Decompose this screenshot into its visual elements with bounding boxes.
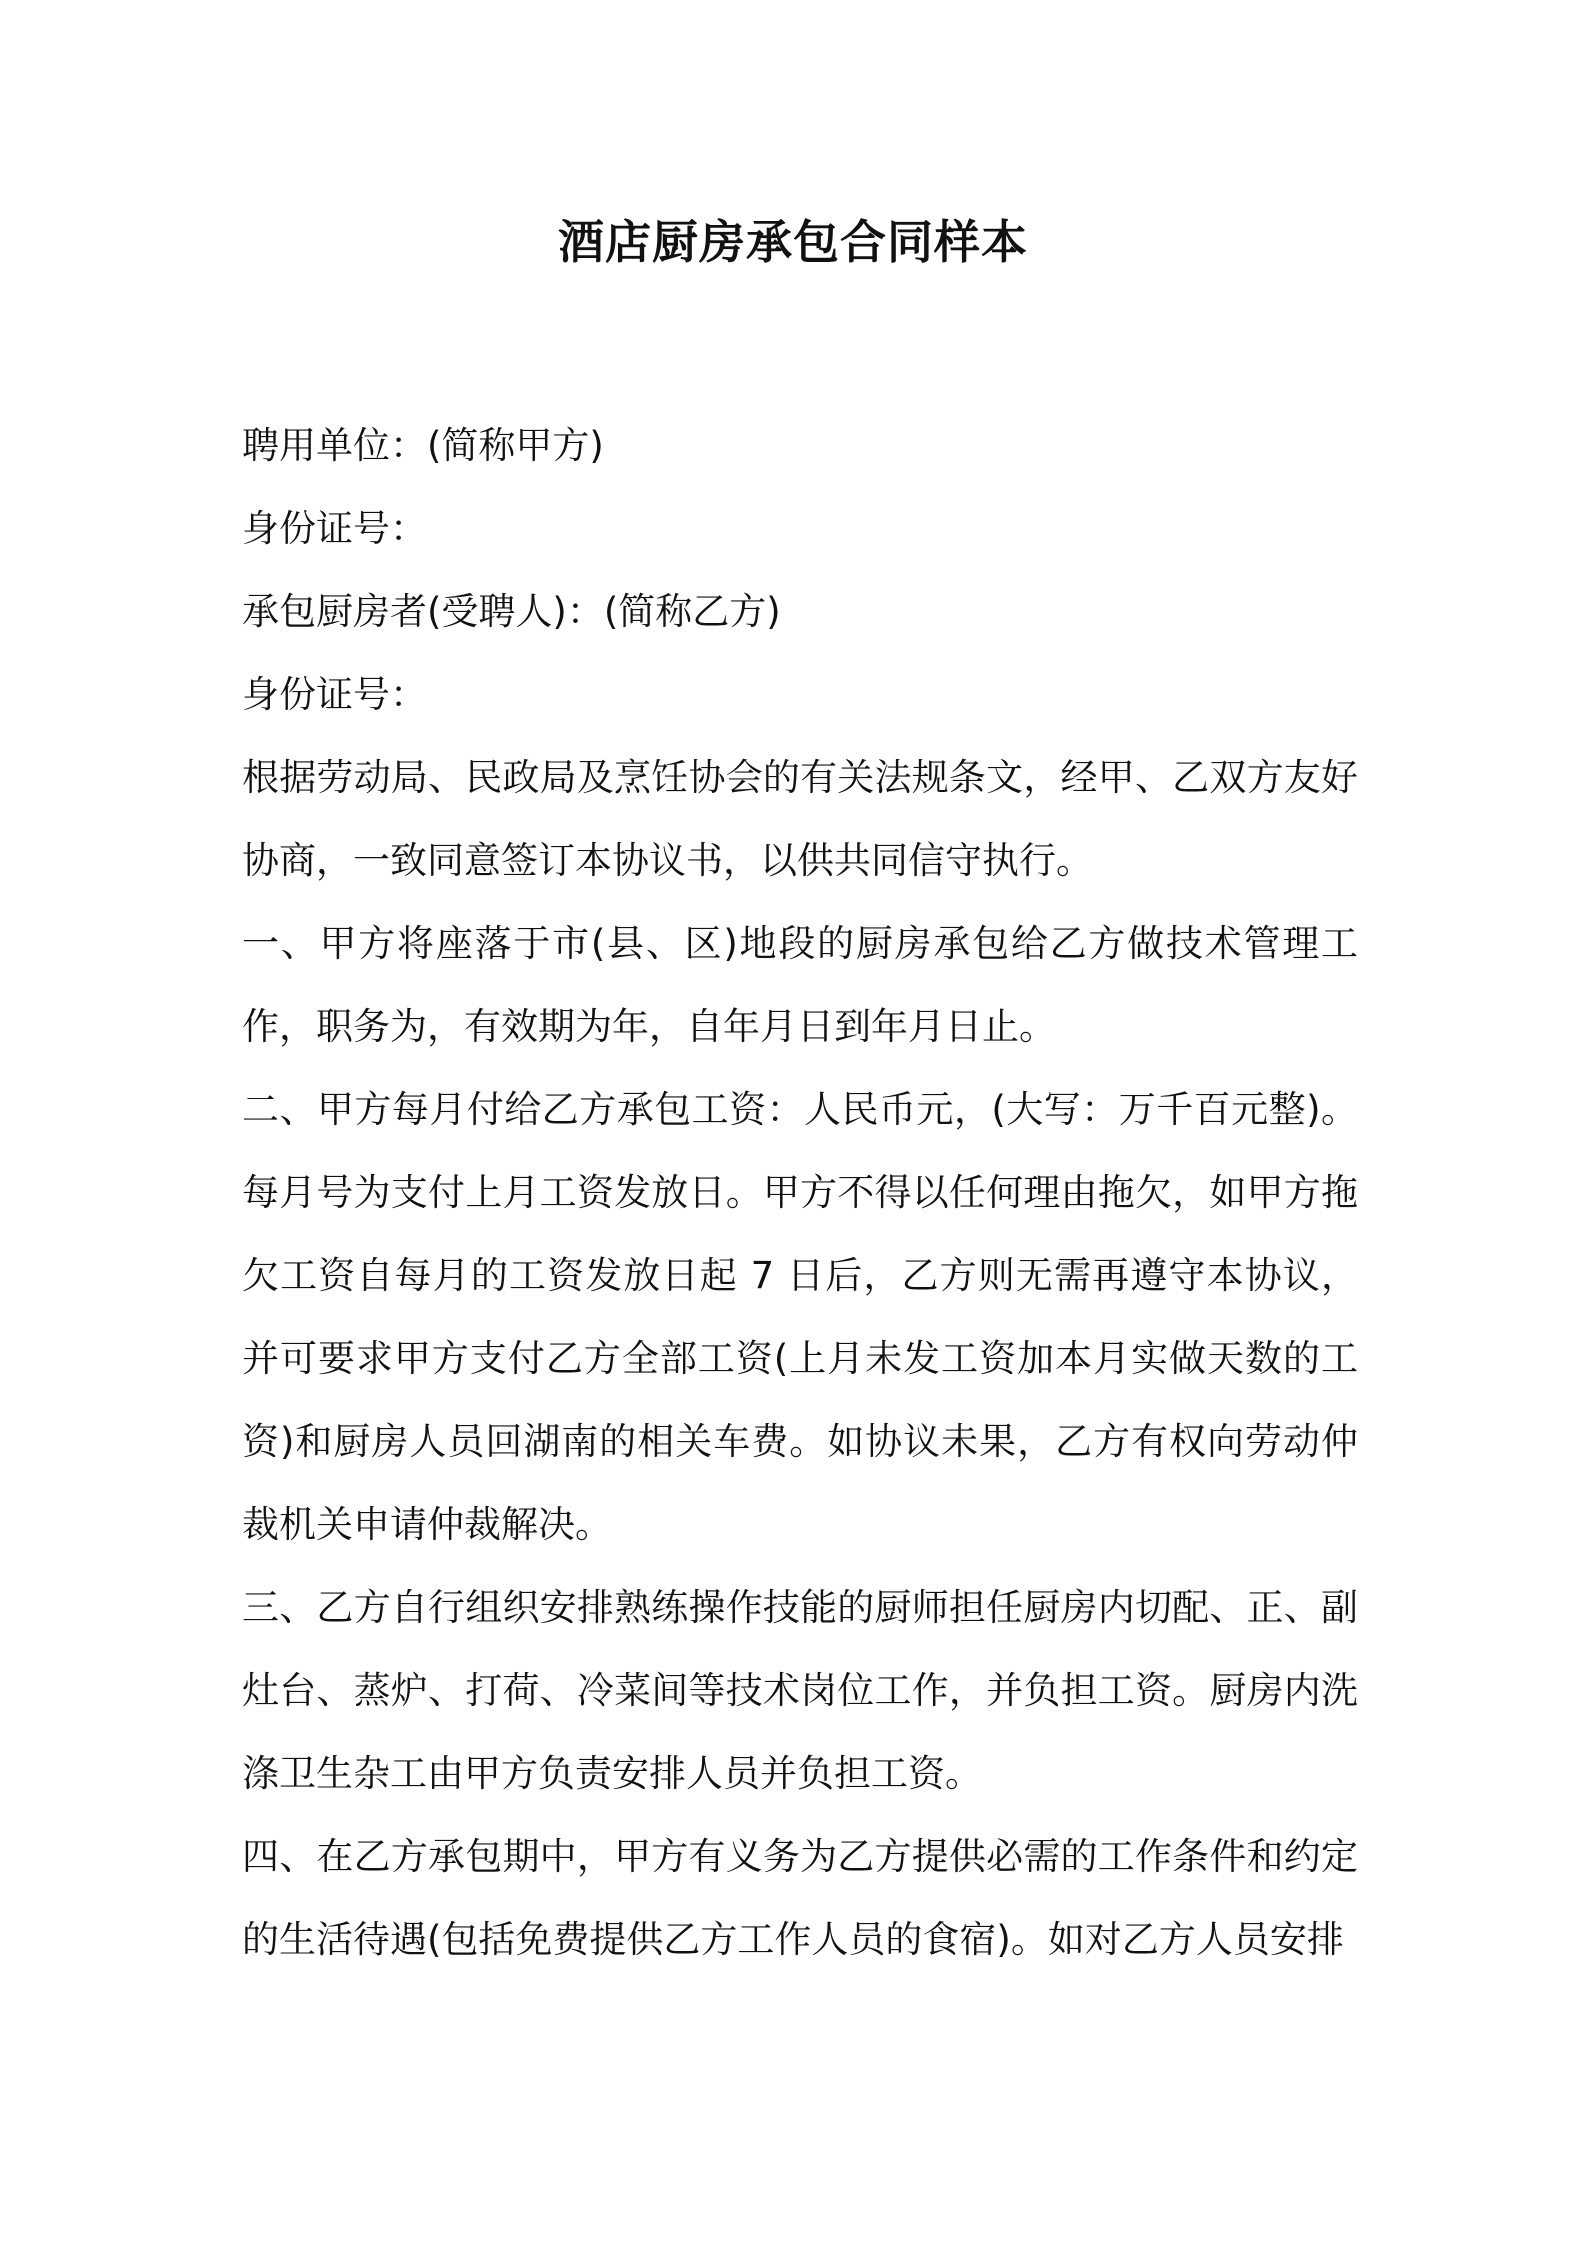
clause-4: 四、在乙方承包期中，甲方有义务为乙方提供必需的工作条件和约定的生活待遇(包括免费提供乙方工作人员的食宿)。如对乙方人员安排 bbox=[242, 1835, 1358, 1961]
clause-1: 一、甲方将座落于市(县、区)地段的厨房承包给乙方做技术管理工作，职务为，有效期为年，自年月日到年月日止。 bbox=[242, 922, 1358, 1048]
employer-line: 聘用单位：(简称甲方) bbox=[242, 424, 604, 467]
document-body bbox=[242, 404, 1358, 1981]
clause-2: 二、甲方每月付给乙方承包工资：人民币元，(大写：万千百元整)。每月号为支付上月工资发放日。甲方不得以任何理由拖欠，如甲方拖欠工资自每月的工资发放日起 7 日后，乙方则无需再遵守本协议，并可要求甲方支付乙方全部工资(上月未发工资加本月实做天数的工资)和厨房人员回湖南的相关车费。如协议未果，乙方有权向劳动仲裁机关申请仲裁解决。 bbox=[242, 1088, 1358, 1546]
employer-id-line: 身份证号： bbox=[242, 507, 427, 550]
preamble-paragraph: 根据劳动局、民政局及烹饪协会的有关法规条文，经甲、乙双方友好协商，一致同意签订本协议书，以供共同信守执行。 bbox=[242, 756, 1358, 882]
clause-3: 三、乙方自行组织安排熟练操作技能的厨师担任厨房内切配、正、副灶台、蒸炉、打荷、冷菜间等技术岗位工作，并负担工资。厨房内洗涤卫生杂工由甲方负责安排人员并负担工资。 bbox=[242, 1586, 1358, 1795]
contractor-id-line: 身份证号： bbox=[242, 673, 427, 716]
contractor-line: 承包厨房者(受聘人)：(简称乙方) bbox=[242, 590, 781, 633]
document-title: 酒店厨房承包合同样本 bbox=[558, 215, 1028, 269]
